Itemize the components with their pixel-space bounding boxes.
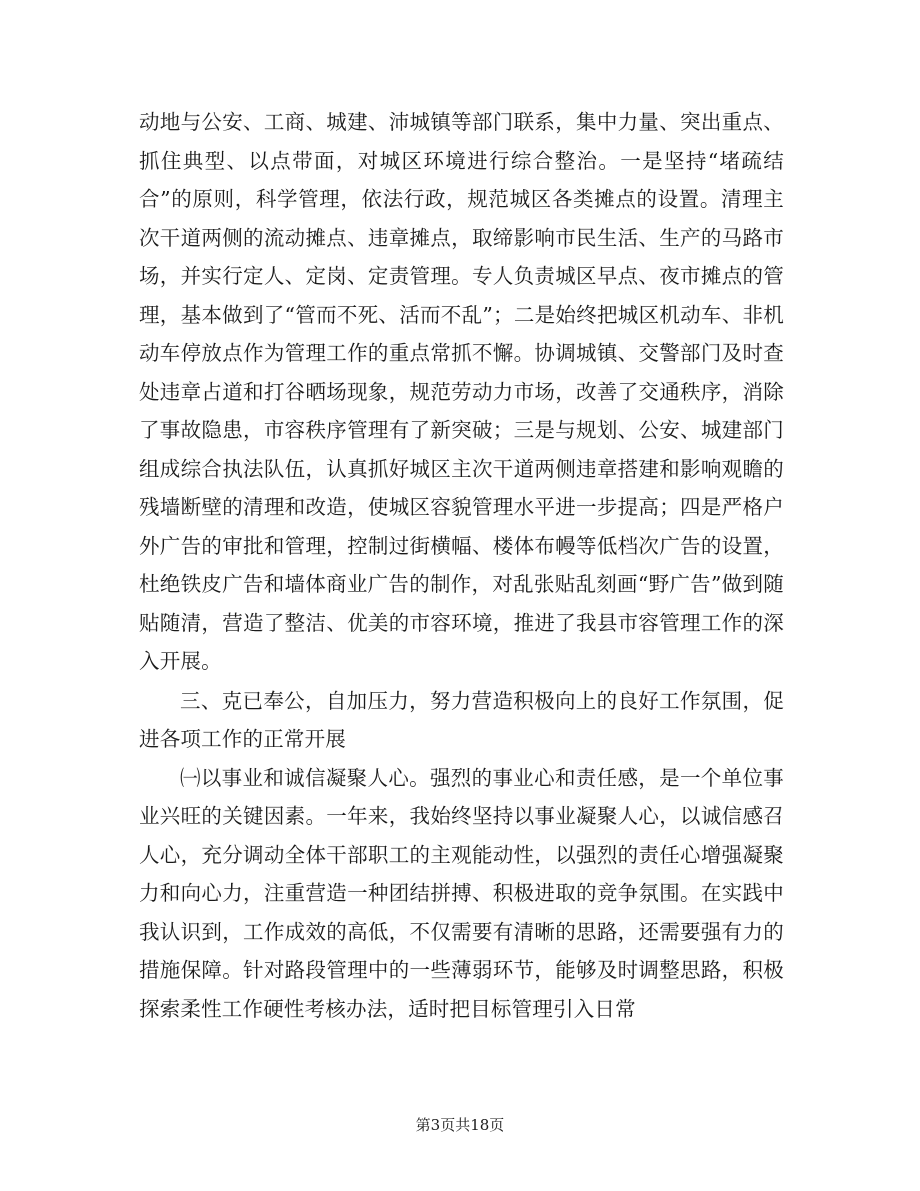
section-heading-three: 三、克已奉公，自加压力，努力营造积极向上的良好工作氛围，促进各项工作的正常开展 [139,688,784,751]
paragraph-cohesion: ㈠以事业和诚信凝聚人心。强烈的事业心和责任感，是一个单位事业兴旺的关键因素。一年来，我始终坚持以事业凝聚人心，以诚信感召人心，充分调动全体干部职工的主观能动性，以强烈的责任心增强凝聚力和向心力，注重营造一种团结拼搏、积极进取的竞争氛围。在实践中我认识到，工作成效的高低，不仅需要有清晰的思路，还需要强有力的措施保障。针对路段管理中的一些薄弱环节，能够及时调整思路，积极探索柔性工作硬性考核办法，适时把目标管理引入日常 [139,765,784,1021]
document-body [139,103,784,1028]
page-number: 第3页共18页 [415,1116,505,1134]
paragraph-city-environment: 动地与公安、工商、城建、沛城镇等部门联系，集中力量、突出重点、抓住典型、以点带面，对城区环境进行综合整治。一是坚持“堵疏结合”的原则，科学管理，依法行政，规范城区各类摊点的设置。清理主次干道两侧的流动摊点、违章摊点，取缔影响市民生活、生产的马路市场，并实行定人、定岗、定责管理。专人负责城区早点、夜市摊点的管理，基本做到了“管而不死、活而不乱”；二是始终把城区机动车、非机动车停放点作为管理工作的重点常抓不懈。协调城镇、交警部门及时查处违章占道和打谷晒场现象，规范劳动力市场，改善了交通秩序，消除了事故隐患，市容秩序管理有了新突破；三是与规划、公安、城建部门组成综合执法队伍，认真抓好城区主次干道两侧违章搭建和影响观瞻的残墙断壁的清理和改造，使城区容貌管理水平进一步提高；四是严格户外广告的审批和管理，控制过街横幅、楼体布幔等低档次广告的设置，杜绝铁皮广告和墙体商业广告的制作，对乱张贴乱刻画“野广告”做到随贴随清，营造了整洁、优美的市容环境，推进了我县市容管理工作的深入开展。 [139,110,784,673]
